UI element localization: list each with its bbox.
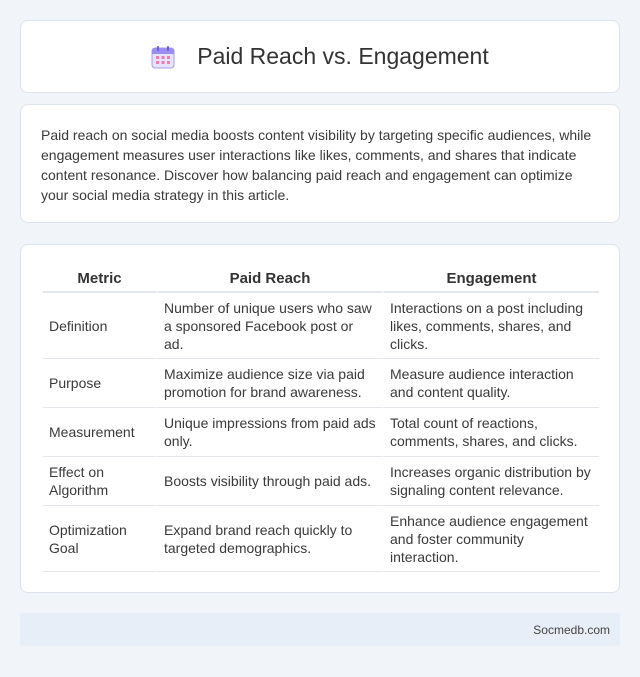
metric-cell: Measurement xyxy=(43,408,156,457)
paid-reach-cell: Number of unique users who saw a sponsored Facebook post or ad. xyxy=(156,293,382,359)
title-wrap xyxy=(151,43,489,70)
column-header-metric: Metric xyxy=(43,265,156,293)
metric-cell: Purpose xyxy=(43,359,156,408)
table-row xyxy=(43,408,599,457)
table-row xyxy=(43,293,599,359)
intro-paragraph: Paid reach on social media boosts content visibility by targeting specific audiences, while engagement measures user interactions like likes, comments, and shares that indicate content resonance. Discover how balancing paid reach and engagement can optimize your social media strategy in this article. xyxy=(41,127,592,203)
engagement-cell: Enhance audience engagement and foster community interaction. xyxy=(382,506,599,572)
page-title: Paid Reach vs. Engagement xyxy=(197,43,489,69)
paid-reach-cell: Expand brand reach quickly to targeted demographics. xyxy=(156,506,382,572)
column-header-paid-reach: Paid Reach xyxy=(156,265,382,293)
engagement-cell: Total count of reactions, comments, shares, and clicks. xyxy=(382,408,599,457)
column-header-engagement: Engagement xyxy=(382,265,599,293)
metric-cell: Optimization Goal xyxy=(43,506,156,572)
paid-reach-cell: Maximize audience size via paid promotion for brand awareness. xyxy=(156,359,382,408)
paid-reach-cell: Boosts visibility through paid ads. xyxy=(156,457,382,506)
comparison-table xyxy=(43,265,599,572)
comparison-table-card xyxy=(20,244,620,593)
metric-cell: Effect on Algorithm xyxy=(43,457,156,506)
engagement-cell: Increases organic distribution by signaling content relevance. xyxy=(382,457,599,506)
engagement-cell: Interactions on a post including likes, comments, shares, and clicks. xyxy=(382,293,599,359)
footer-site-link[interactable]: Socmedb.com xyxy=(533,622,610,637)
metric-cell: Definition xyxy=(43,293,156,359)
intro-card xyxy=(20,104,620,223)
table-row xyxy=(43,457,599,506)
calendar-icon xyxy=(151,45,175,69)
table-header-row xyxy=(43,265,599,293)
table-row xyxy=(43,359,599,408)
engagement-cell: Measure audience interaction and content quality. xyxy=(382,359,599,408)
title-card xyxy=(20,20,620,93)
footer xyxy=(20,613,620,646)
table-row xyxy=(43,506,599,572)
paid-reach-cell: Unique impressions from paid ads only. xyxy=(156,408,382,457)
